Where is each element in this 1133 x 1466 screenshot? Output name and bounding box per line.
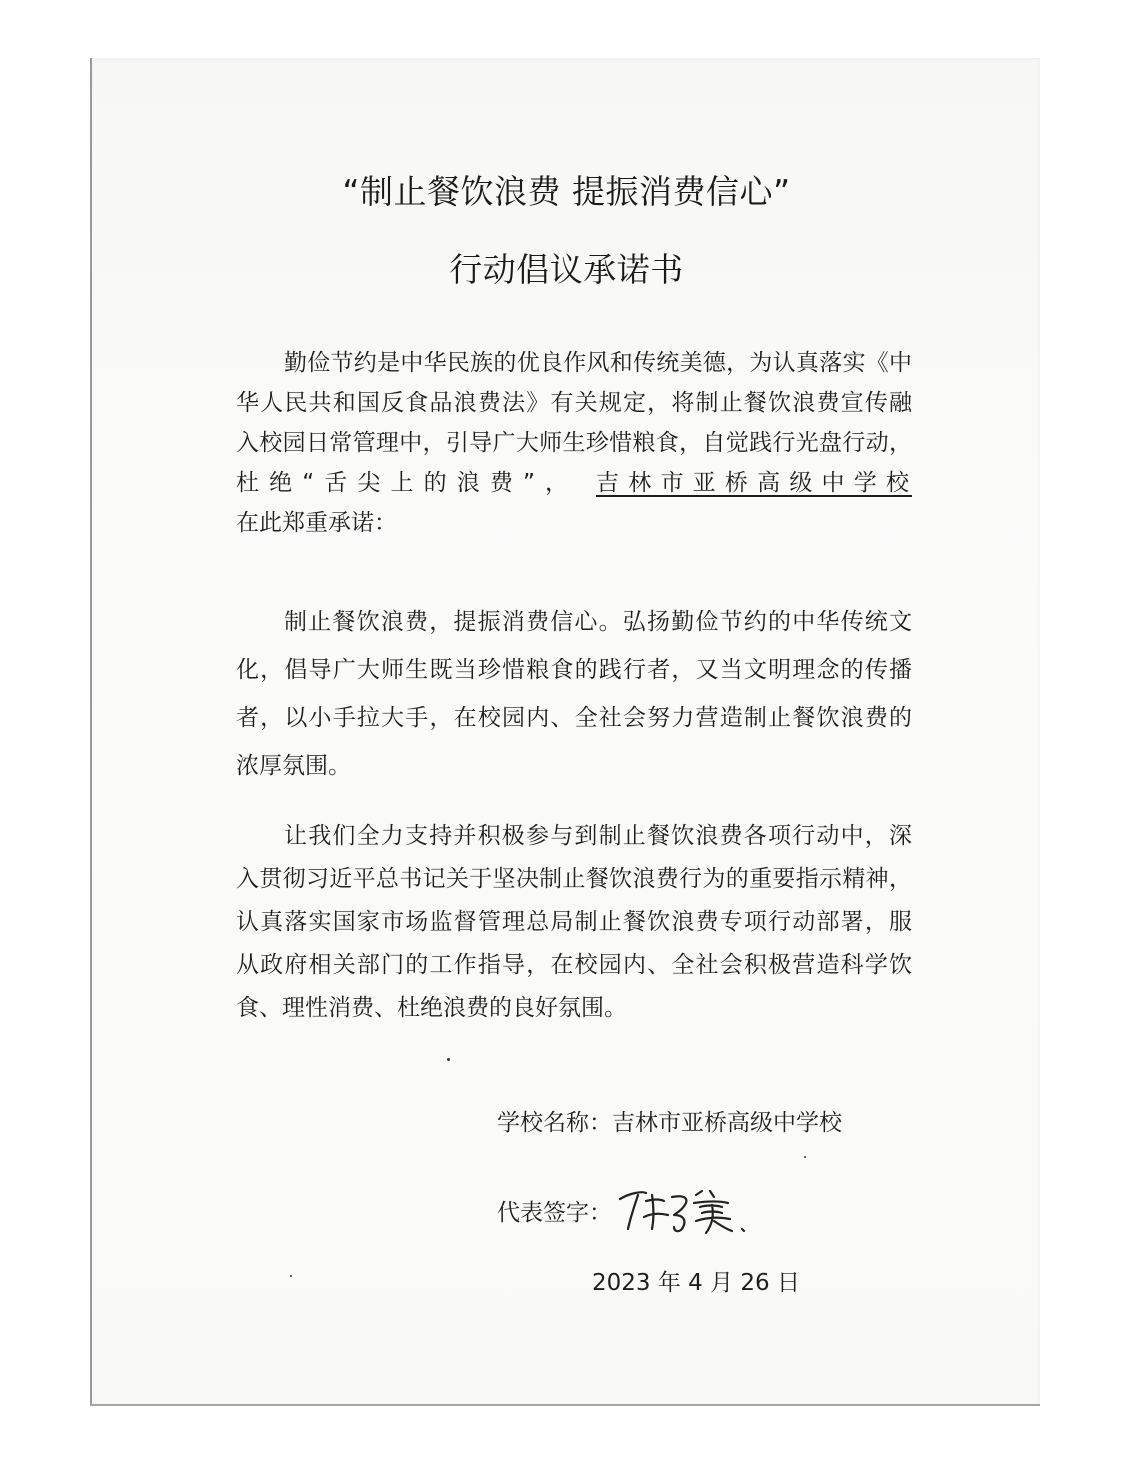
school-name-underlined: 吉林市亚桥高级中学校 — [596, 470, 912, 496]
paragraph-1-line-3: 入校园日常管理中，引导广大师生珍惜粮食，自觉践行光盘行动， — [236, 430, 912, 456]
paragraph-3-line-1: 让我们全力支持并积极参与到制止餐饮浪费各项行动中，深 — [284, 823, 912, 849]
paper-edge-bottom — [90, 1404, 1040, 1406]
paragraph-2-line-1: 制止餐饮浪费，提振消费信心。弘扬勤俭节约的中华传统文 — [284, 609, 912, 635]
paragraph-2 — [236, 598, 912, 790]
speck-dot — [290, 1275, 292, 1277]
school-name-value: 吉林市亚桥高级中学校 — [612, 1110, 842, 1136]
document-date: 2023 年 4 月 26 日 — [592, 1270, 800, 1296]
paragraph-1-line-2: 华人民共和国反食品浪费法》有关规定，将制止餐饮浪费宣传融 — [236, 390, 912, 416]
paragraph-3 — [236, 815, 912, 1030]
document-title-line2: 行动倡议承诺书 — [449, 250, 684, 289]
paragraph-3-line-2: 入贯彻习近平总书记关于坚决制止餐饮浪费行为的重要指示精神， — [236, 866, 912, 892]
representative-signature-row — [497, 1183, 776, 1237]
paragraph-3-line-4: 从政府相关部门的工作指导，在校园内、全社会积极营造科学饮 — [236, 952, 912, 978]
paragraph-3-line-5: 食、理性消费、杜绝浪费的良好氛围。 — [236, 995, 627, 1021]
paragraph-1 — [236, 343, 912, 543]
paragraph-1-line-1: 勤俭节约是中华民族的优良作风和传统美德，为认真落实《中 — [284, 350, 912, 376]
speck-dot — [804, 1156, 806, 1158]
paragraph-1-line-5: 在此郑重承诺： — [236, 510, 397, 536]
paragraph-2-line-2: 化，倡导广大师生既当珍惜粮食的践行者，又当文明理念的传播 — [236, 657, 912, 683]
speck-dot — [447, 1058, 450, 1061]
paragraph-2-line-4: 浓厚氛围。 — [236, 753, 351, 779]
paragraph-2-line-3: 者，以小手拉大手，在校园内、全社会努力营造制止餐饮浪费的 — [236, 705, 912, 731]
paragraph-1-line-4-prefix: 杜绝“舌尖上的浪费”， — [236, 470, 574, 496]
representative-label: 代表签字： — [497, 1199, 612, 1226]
handwritten-signature-image — [616, 1183, 776, 1237]
school-name-row — [497, 1104, 842, 1137]
school-name-label: 学校名称： — [497, 1110, 612, 1136]
paragraph-1-line-4 — [236, 463, 912, 503]
document-title-line1: “制止餐饮浪费 提振消费信心” — [342, 172, 791, 211]
paragraph-3-line-3: 认真落实国家市场监督管理总局制止餐饮浪费专项行动部署，服 — [236, 909, 912, 935]
